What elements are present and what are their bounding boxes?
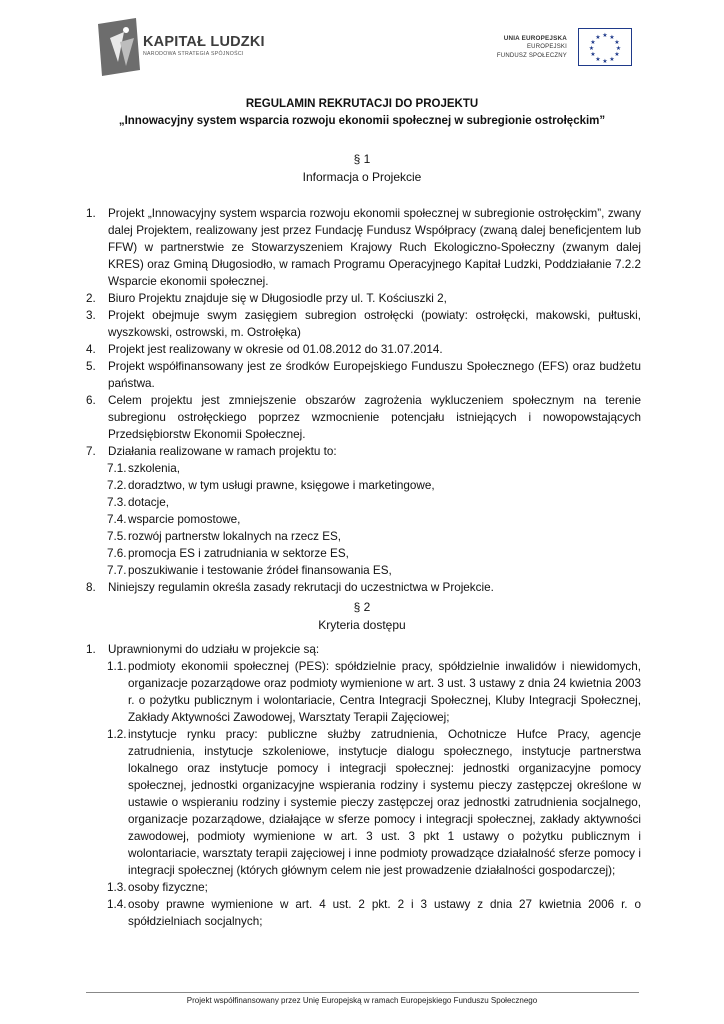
item-text: Projekt „Innowacyjny system wsparcia rozwoju ekonomii społecznej w subregionie ostrołęckim”, zwany dalej Projektem, realizowany jest przez Fundację Fundusz Współpracy (zwaną dalej beneficjentem lub FFW) w partnerstwie ze Stowarzyszeniem Krajowy Ruch Ekologiczno-Społeczny (zwanym dalej KRES) oraz Gminą Długosiodło, w ramach Programu Operacyjnego Kapitał Ludzki, Poddziałanie 7.2.2 Wsparcie ekonomii społecznej. <box>108 207 641 288</box>
eu-flag-icon <box>578 28 632 66</box>
item-text: Niniejszy regulamin określa zasady rekrutacji do uczestnictwa w Projekcie. <box>108 581 494 594</box>
item-number: 1. <box>86 207 96 220</box>
subitem-number: 1.4. <box>107 898 127 911</box>
list-item <box>86 307 641 341</box>
subitem-number: 7.1. <box>107 462 127 475</box>
subitem-text: dotacje, <box>128 496 169 509</box>
svg-text:★: ★ <box>602 58 608 65</box>
subitem-text: doradztwo, w tym usługi prawne, księgowe i marketingowe, <box>128 479 435 492</box>
svg-text:★: ★ <box>602 32 608 39</box>
logo-right-line2: EUROPEJSKI <box>526 44 567 50</box>
item-text: Działania realizowane w ramach projektu to: <box>108 445 337 458</box>
item-text: Projekt obejmuje swym zasięgiem subregion ostrołęcki (powiaty: ostrołęcki, makowski, pułtuski, wyszkowski, ostrowski, m. Ostrołęka) <box>108 309 641 339</box>
item-number: 8. <box>86 581 96 594</box>
section1-list <box>86 205 641 596</box>
title-line1: REGULAMIN REKRUTACJI DO PROJEKTU <box>245 98 479 110</box>
subitem-number: 1.3. <box>107 881 127 894</box>
section2-title: Kryteria dostępu <box>318 618 406 632</box>
list-item <box>86 579 641 596</box>
sub-list-item <box>86 896 641 930</box>
svg-text:★: ★ <box>609 34 615 41</box>
sub-list-item <box>86 494 641 511</box>
eu-logo-text <box>497 34 567 61</box>
subitem-text: rozwój partnerstw lokalnych na rzecz ES, <box>128 530 342 543</box>
subitem-text: wsparcie pomostowe, <box>128 513 241 526</box>
list-item <box>86 641 641 658</box>
item-number: 7. <box>86 445 96 458</box>
item-number: 6. <box>86 394 96 407</box>
section2-list <box>86 641 641 930</box>
sub-list-item <box>86 562 641 579</box>
subitem-text: osoby prawne wymienione w art. 4 ust. 2 pkt. 2 i 3 ustawy z dnia 27 kwietnia 2006 r. o spółdzielniach socjalnych; <box>128 898 641 928</box>
sub-list-item <box>86 879 641 896</box>
logo-right-line3: FUNDUSZ SPOŁECZNY <box>496 53 567 59</box>
item-text: Uprawnionymi do udziału w projekcie są: <box>108 643 320 656</box>
item-number: 2. <box>86 292 96 305</box>
subitem-number: 1.2. <box>107 728 127 741</box>
sub-list-item <box>86 658 641 726</box>
sub-list-item <box>86 545 641 562</box>
svg-text:★: ★ <box>590 51 596 58</box>
sub-list-item <box>86 511 641 528</box>
sub-list-item <box>86 528 641 545</box>
subitem-text: instytucje rynku pracy: publiczne służby zatrudnienia, Ochotnicze Hufce Pracy, agencje zatrudnienia, instytucje szkoleniowe, instytucje dialogu społecznego, instytucje partnerstwa lokalnego oraz instytucje pomocy i integracji społecznej: jednostki organizacyjne pomocy społecznej, jednostki organizacyjne wspierania rodziny i systemu pieczy zastępczej określone w ustawie o wspieraniu rodziny i systemie pieczy zastępczej oraz jednostki zatrudnienia socjalnego, organizacje pozarządowe, działające w sferze pomocy i integracji społecznej, zakłady aktywności zawodowej, podmioty wymienione w art. 3 ust. 3 pkt 1 ustawy o pożytku publicznym i wolontariacie, warsztaty terapii zajęciowej i inne podmioty prowadzące działalność sferze pomocy i integracji społecznej (których głównym celem nie jest prowadzenie działalności gospodarczej); <box>128 728 641 877</box>
kapital-ludzki-text <box>143 34 265 58</box>
svg-text:★: ★ <box>614 39 620 46</box>
list-item <box>86 290 641 307</box>
section2-number: § 2 <box>353 600 371 614</box>
sub-list-item <box>86 477 641 494</box>
item-number: 3. <box>86 309 96 322</box>
item-number: 1. <box>86 643 96 656</box>
list-item <box>86 443 641 460</box>
subitem-text: promocja ES i zatrudniania w sektorze ES, <box>128 547 349 560</box>
title-line2: „Innowacyjny system wsparcia rozwoju ekonomii społecznej w subregionie ostrołęckim” <box>118 115 606 127</box>
list-item <box>86 205 641 290</box>
svg-text:★: ★ <box>590 39 596 46</box>
subitem-number: 7.4. <box>107 513 127 526</box>
subitem-text: szkolenia, <box>128 462 180 475</box>
item-text: Celem projektu jest zmniejszenie obszarów zagrożenia wykluczeniem społecznym na terenie subregionu ostrołęckiego poprzez wzmocnienie potencjału istniejących i nowopowstających Przedsiębiorstw Ekonomii Społecznej. <box>108 394 641 441</box>
subitem-number: 7.2. <box>107 479 127 492</box>
item-text: Biuro Projektu znajduje się w Długosiodle przy ul. T. Kościuszki 2, <box>108 292 447 305</box>
page-header <box>0 0 724 90</box>
sub-list-item <box>86 726 641 879</box>
list-item <box>86 358 641 392</box>
list-item <box>86 341 641 358</box>
subitem-number: 1.1. <box>107 660 127 673</box>
subitem-number: 7.7. <box>107 564 127 577</box>
section1-number: § 1 <box>353 152 371 166</box>
svg-text:★: ★ <box>614 51 620 58</box>
list-item <box>86 392 641 443</box>
item-text: Projekt jest realizowany w okresie od 01.08.2012 do 31.07.2014. <box>108 343 443 356</box>
svg-text:★: ★ <box>595 34 601 41</box>
subitem-number: 7.3. <box>107 496 127 509</box>
page-footer: Projekt współfinansowany przez Unię Europejską w ramach Europejskiego Funduszu Społecznego <box>186 996 538 1005</box>
subitem-text: osoby fizyczne; <box>128 881 208 894</box>
logo-left-title: KAPITAŁ LUDZKI <box>143 34 265 50</box>
subitem-text: podmioty ekonomii społecznej (PES): spółdzielnie pracy, spółdzielnie inwalidów i niewidomych, organizacje pozarządowe oraz podmioty wymienione w art. 3 ust. 3 ustawy z dnia 24 kwietnia 2003 r. o pożytku publicznym i wolontariacie, Centra Integracji Społecznej, Kluby Integracji Społecznej, Zakłady Aktywności Zawodowej, Warsztaty Terapii Zajęciowej; <box>128 660 641 724</box>
logo-right-line1: UNIA EUROPEJSKA <box>503 35 567 42</box>
sub-list-item <box>86 460 641 477</box>
section2-heading <box>0 598 724 634</box>
svg-text:★: ★ <box>588 45 595 52</box>
svg-text:★: ★ <box>615 45 622 52</box>
subitem-number: 7.6. <box>107 547 127 560</box>
footer-divider <box>86 992 639 993</box>
section1-title: Informacja o Projekcie <box>302 170 422 184</box>
svg-text:★: ★ <box>609 56 615 63</box>
item-number: 4. <box>86 343 96 356</box>
item-text: Projekt współfinansowany jest ze środków Europejskiego Funduszu Społecznego (EFS) oraz budżetu państwa. <box>108 360 641 390</box>
document-title <box>0 96 724 130</box>
svg-text:★: ★ <box>595 56 601 63</box>
subitem-number: 7.5. <box>107 530 127 543</box>
subitem-text: poszukiwanie i testowanie źródeł finansowania ES, <box>128 564 392 577</box>
item-number: 5. <box>86 360 96 373</box>
logo-left-subtitle: NARODOWA STRATEGIA SPÓJNOŚCI <box>143 51 244 57</box>
section1-heading <box>0 150 724 186</box>
